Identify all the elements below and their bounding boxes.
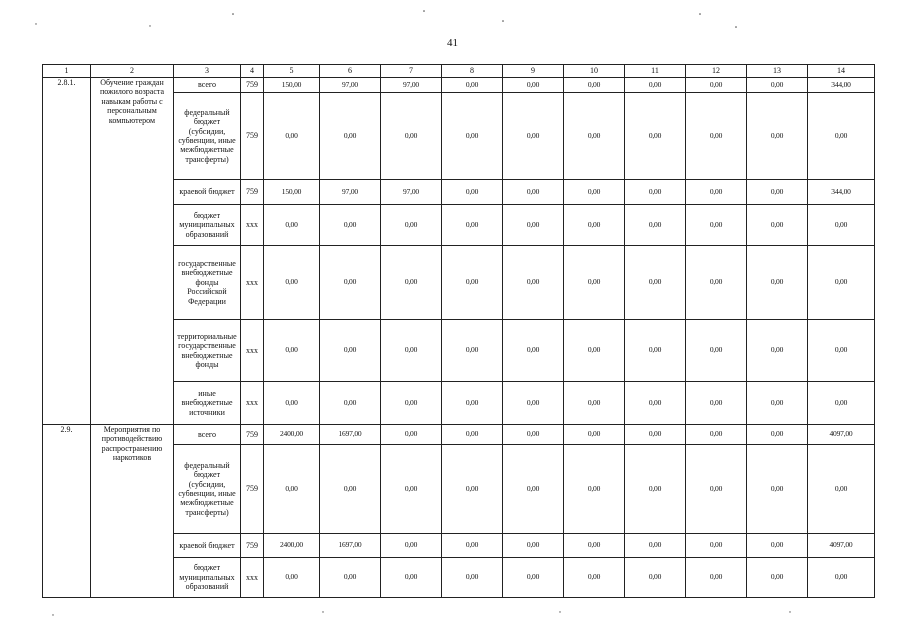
- amount-cell: 0,00: [747, 534, 808, 558]
- amount-cell: 150,00: [264, 78, 320, 93]
- amount-cell: 0,00: [686, 320, 747, 382]
- funding-source: всего: [174, 425, 241, 445]
- col-header: 13: [747, 65, 808, 78]
- amount-cell: 0,00: [747, 246, 808, 320]
- amount-cell: 0,00: [442, 534, 503, 558]
- amount-cell: 0,00: [503, 78, 564, 93]
- amount-cell: 0,00: [264, 558, 320, 598]
- amount-cell: 0,00: [625, 320, 686, 382]
- amount-cell: 0,00: [808, 445, 875, 534]
- amount-cell: 344,00: [808, 78, 875, 93]
- amount-cell: 0,00: [264, 246, 320, 320]
- amount-cell: 0,00: [564, 205, 625, 246]
- event-name: Мероприятия по противодействию распространению наркотиков: [91, 425, 174, 598]
- amount-cell: 0,00: [747, 78, 808, 93]
- amount-cell: 0,00: [381, 425, 442, 445]
- funding-source: территориальные государственные внебюджетные фонды: [174, 320, 241, 382]
- amount-cell: 0,00: [564, 180, 625, 205]
- budget-code: 759: [241, 93, 264, 180]
- amount-cell: 0,00: [264, 320, 320, 382]
- amount-cell: 0,00: [381, 382, 442, 425]
- amount-cell: 0,00: [686, 534, 747, 558]
- amount-cell: 0,00: [808, 246, 875, 320]
- amount-cell: 0,00: [320, 205, 381, 246]
- col-header: 1: [43, 65, 91, 78]
- amount-cell: 0,00: [320, 320, 381, 382]
- amount-cell: 0,00: [264, 382, 320, 425]
- amount-cell: 0,00: [320, 246, 381, 320]
- funding-source: федеральный бюджет (субсидии, субвенции, иные межбюджетные трансферты): [174, 93, 241, 180]
- amount-cell: 0,00: [503, 205, 564, 246]
- section-code: 2.8.1.: [43, 78, 91, 425]
- amount-cell: 97,00: [320, 180, 381, 205]
- amount-cell: 0,00: [625, 534, 686, 558]
- funding-source: федеральный бюджет (субсидии, субвенции, иные межбюджетные трансферты): [174, 445, 241, 534]
- amount-cell: 0,00: [808, 382, 875, 425]
- amount-cell: 0,00: [747, 382, 808, 425]
- funding-source: государственные внебюджетные фонды Российской Федерации: [174, 246, 241, 320]
- funding-source: иные внебюджетные источники: [174, 382, 241, 425]
- amount-cell: 0,00: [564, 558, 625, 598]
- table-row: [43, 425, 875, 445]
- budget-code: ххх: [241, 205, 264, 246]
- amount-cell: 0,00: [442, 93, 503, 180]
- budget-code: 759: [241, 445, 264, 534]
- amount-cell: 0,00: [625, 445, 686, 534]
- amount-cell: 0,00: [747, 425, 808, 445]
- amount-cell: 0,00: [503, 320, 564, 382]
- page-number: 41: [447, 37, 458, 49]
- amount-cell: 0,00: [808, 93, 875, 180]
- funding-source: бюджет муниципальных образований: [174, 205, 241, 246]
- amount-cell: 0,00: [747, 445, 808, 534]
- amount-cell: 0,00: [808, 205, 875, 246]
- amount-cell: 0,00: [442, 425, 503, 445]
- amount-cell: 0,00: [686, 246, 747, 320]
- amount-cell: 0,00: [264, 205, 320, 246]
- amount-cell: 0,00: [686, 93, 747, 180]
- amount-cell: 0,00: [686, 78, 747, 93]
- amount-cell: 1697,00: [320, 534, 381, 558]
- col-header: 4: [241, 65, 264, 78]
- amount-cell: 0,00: [564, 320, 625, 382]
- amount-cell: 0,00: [320, 93, 381, 180]
- amount-cell: 0,00: [442, 320, 503, 382]
- amount-cell: 0,00: [564, 425, 625, 445]
- amount-cell: 0,00: [381, 205, 442, 246]
- amount-cell: 97,00: [381, 180, 442, 205]
- amount-cell: 0,00: [381, 445, 442, 534]
- amount-cell: 0,00: [320, 558, 381, 598]
- budget-code: 759: [241, 180, 264, 205]
- amount-cell: 0,00: [686, 425, 747, 445]
- amount-cell: 0,00: [808, 558, 875, 598]
- col-header: 7: [381, 65, 442, 78]
- column-header-row: [43, 65, 875, 78]
- amount-cell: 0,00: [564, 382, 625, 425]
- col-header: 2: [91, 65, 174, 78]
- col-header: 6: [320, 65, 381, 78]
- amount-cell: 0,00: [442, 445, 503, 534]
- col-header: 8: [442, 65, 503, 78]
- amount-cell: 0,00: [747, 180, 808, 205]
- amount-cell: 0,00: [686, 558, 747, 598]
- amount-cell: 0,00: [381, 320, 442, 382]
- col-header: 5: [264, 65, 320, 78]
- funding-source: краевой бюджет: [174, 534, 241, 558]
- amount-cell: 0,00: [320, 445, 381, 534]
- amount-cell: 97,00: [320, 78, 381, 93]
- amount-cell: 0,00: [686, 445, 747, 534]
- amount-cell: 0,00: [442, 246, 503, 320]
- amount-cell: 2400,00: [264, 534, 320, 558]
- amount-cell: 0,00: [564, 445, 625, 534]
- amount-cell: 0,00: [264, 445, 320, 534]
- amount-cell: 0,00: [686, 382, 747, 425]
- amount-cell: 0,00: [564, 534, 625, 558]
- budget-code: ххх: [241, 246, 264, 320]
- amount-cell: 0,00: [264, 93, 320, 180]
- amount-cell: 0,00: [564, 246, 625, 320]
- funding-source: бюджет муниципальных образований: [174, 558, 241, 598]
- col-header: 9: [503, 65, 564, 78]
- amount-cell: 0,00: [747, 558, 808, 598]
- amount-cell: 0,00: [625, 205, 686, 246]
- amount-cell: 0,00: [503, 445, 564, 534]
- budget-code: ххх: [241, 558, 264, 598]
- amount-cell: 0,00: [625, 93, 686, 180]
- amount-cell: 0,00: [381, 246, 442, 320]
- table-row: [43, 78, 875, 93]
- amount-cell: 0,00: [503, 93, 564, 180]
- amount-cell: 0,00: [503, 382, 564, 425]
- amount-cell: 97,00: [381, 78, 442, 93]
- amount-cell: 0,00: [442, 78, 503, 93]
- col-header: 3: [174, 65, 241, 78]
- amount-cell: 0,00: [747, 205, 808, 246]
- col-header: 11: [625, 65, 686, 78]
- amount-cell: 344,00: [808, 180, 875, 205]
- event-name: Обучение граждан пожилого возраста навыкам работы с персональным компьютером: [91, 78, 174, 425]
- funding-source: краевой бюджет: [174, 180, 241, 205]
- amount-cell: 0,00: [625, 78, 686, 93]
- amount-cell: 0,00: [503, 180, 564, 205]
- amount-cell: 0,00: [442, 382, 503, 425]
- amount-cell: 0,00: [625, 425, 686, 445]
- budget-code: 759: [241, 78, 264, 93]
- amount-cell: 0,00: [686, 205, 747, 246]
- amount-cell: 0,00: [747, 320, 808, 382]
- amount-cell: 0,00: [564, 93, 625, 180]
- amount-cell: 150,00: [264, 180, 320, 205]
- amount-cell: 0,00: [808, 320, 875, 382]
- amount-cell: 2400,00: [264, 425, 320, 445]
- amount-cell: 0,00: [503, 425, 564, 445]
- funding-source: всего: [174, 78, 241, 93]
- section-code: 2.9.: [43, 425, 91, 598]
- col-header: 12: [686, 65, 747, 78]
- budget-table: [42, 64, 875, 598]
- amount-cell: 0,00: [747, 93, 808, 180]
- amount-cell: 0,00: [503, 534, 564, 558]
- amount-cell: 0,00: [564, 78, 625, 93]
- budget-code: 759: [241, 425, 264, 445]
- col-header: 10: [564, 65, 625, 78]
- budget-code: ххх: [241, 320, 264, 382]
- amount-cell: 0,00: [381, 558, 442, 598]
- amount-cell: 0,00: [503, 558, 564, 598]
- amount-cell: 0,00: [625, 558, 686, 598]
- amount-cell: 0,00: [625, 382, 686, 425]
- amount-cell: 0,00: [381, 534, 442, 558]
- budget-code: ххх: [241, 382, 264, 425]
- amount-cell: 1697,00: [320, 425, 381, 445]
- amount-cell: 0,00: [686, 180, 747, 205]
- amount-cell: 0,00: [503, 246, 564, 320]
- amount-cell: 4097,00: [808, 425, 875, 445]
- amount-cell: 0,00: [442, 180, 503, 205]
- amount-cell: 0,00: [381, 93, 442, 180]
- amount-cell: 0,00: [320, 382, 381, 425]
- amount-cell: 0,00: [625, 180, 686, 205]
- amount-cell: 4097,00: [808, 534, 875, 558]
- amount-cell: 0,00: [442, 205, 503, 246]
- col-header: 14: [808, 65, 875, 78]
- amount-cell: 0,00: [625, 246, 686, 320]
- budget-code: 759: [241, 534, 264, 558]
- amount-cell: 0,00: [442, 558, 503, 598]
